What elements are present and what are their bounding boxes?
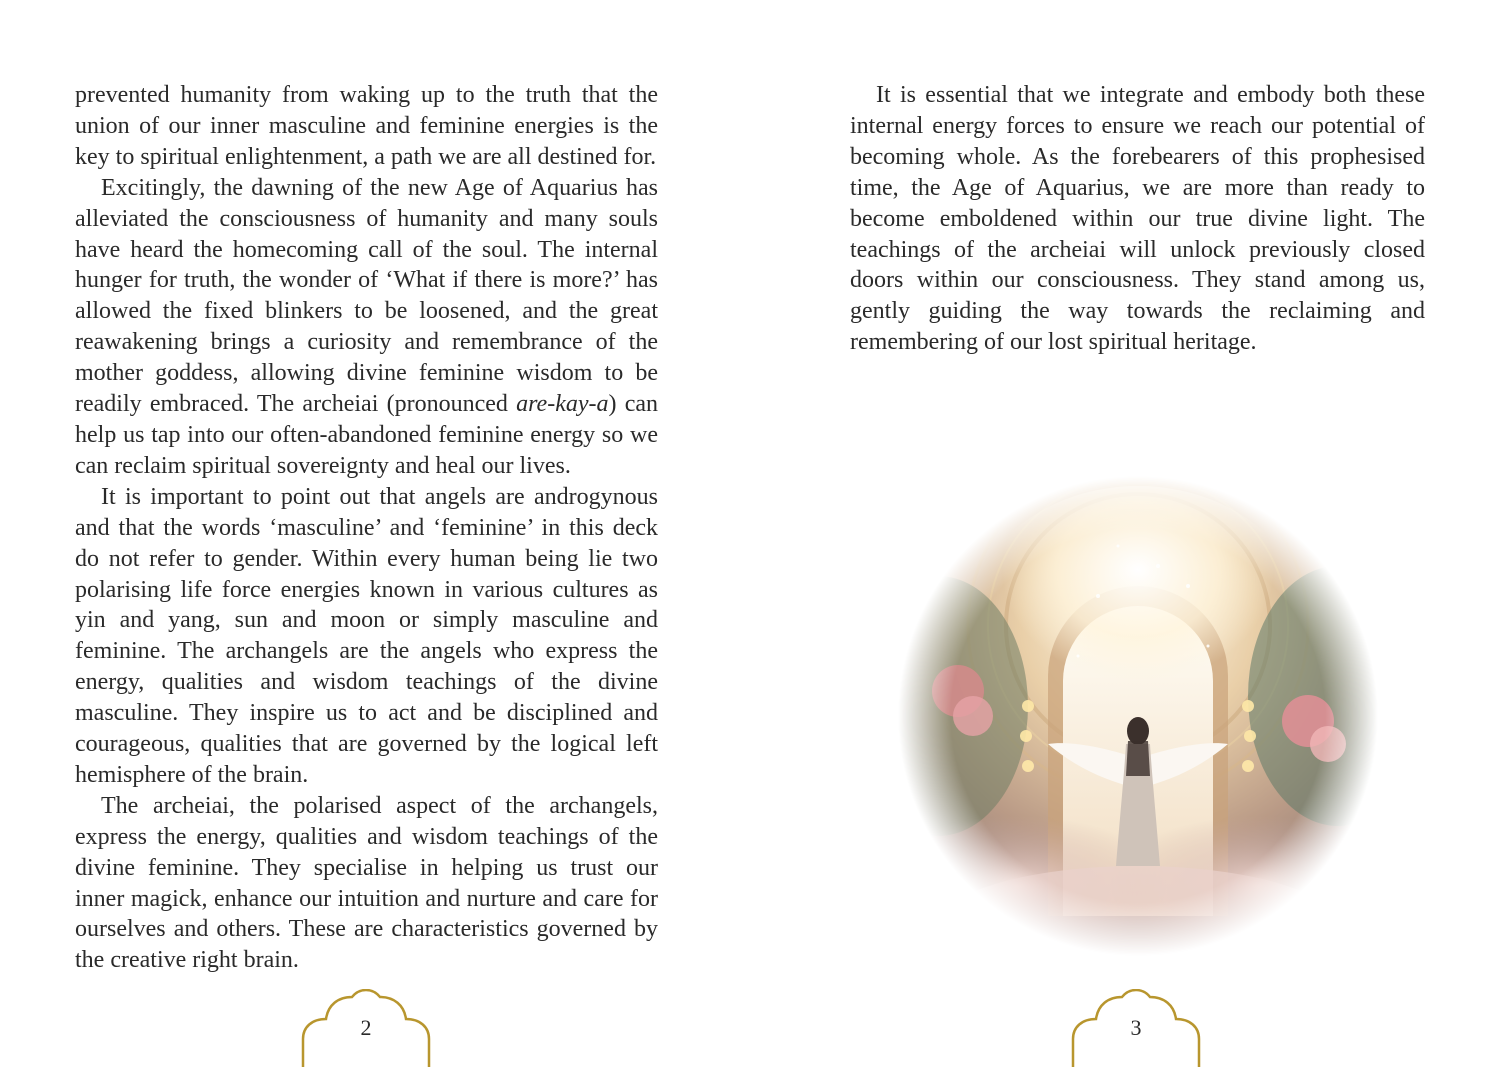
- page-number-frame: [1070, 989, 1202, 1067]
- pronunciation: are-kay-a: [516, 391, 609, 418]
- angel-illustration: [898, 476, 1378, 956]
- page-number: 2: [360, 1015, 372, 1040]
- page-number: 3: [1130, 1015, 1142, 1040]
- page-number-frame: [300, 989, 432, 1067]
- right-page-body: [850, 80, 1425, 358]
- paragraph-text: Excitingly, the dawning of the new Age of Aquarius has alleviated the consciousness of humanity and many souls have heard the homecoming call of the soul. The internal hunger for truth, the wonder of ‘What if there is more?’ has allowed the fixed blinkers to be loosened, and the great reawakening brings a curiosity and remembrance of the mother goddess, allowing divine feminine wisdom to be readily embraced. The archeiai (pronounced: [75, 174, 658, 418]
- paragraph: It is important to point out that angels are androgynous and that the words ‘masculine’ and ‘feminine’ in this deck do not refer to gender. Within every human being lie two polarising life force energies known in various cultures as yin and yang, sun and moon or simply masculine and feminine. The archangels are the angels who express the energy, qualities and wisdom teachings of the divine masculine. They inspire us to act and be disciplined and courageous, qualities that are governed by the logical left hemisphere of the brain.: [75, 483, 658, 788]
- paragraph-text: ) can help us tap into our often-abandoned feminine energy so we can reclaim spiritual sovereignty and heal our lives.: [75, 391, 658, 479]
- paragraph: The archeiai, the polarised aspect of the archangels, express the energy, qualities and wisdom teachings of the divine feminine. They specialise in helping us trust our inner magick, enhance our intuition and nurture and care for ourselves and others. These are characteristics governed by the creative right brain.: [75, 792, 658, 974]
- paragraph: prevented humanity from waking up to the truth that the union of our inner masculine and feminine energies is the key to spiritual enlightenment, a path we are all destined for.: [75, 82, 658, 170]
- angel-at-archway-image: [898, 476, 1378, 956]
- paragraph: [75, 173, 658, 482]
- right-page: [750, 0, 1500, 1067]
- paragraph: It is essential that we integrate and embody both these internal energy forces to ensure we reach our potential of becoming whole. As the forebearers of this prophesised time, the Age of Aquarius, we are more than ready to become emboldened within our true divine light. The teachings of the archeiai will unlock previously closed doors within our consciousness. They stand among us, gently guiding the way towards the reclaiming and remembering of our lost spiritual heritage.: [850, 82, 1425, 356]
- left-page-body: [75, 80, 658, 976]
